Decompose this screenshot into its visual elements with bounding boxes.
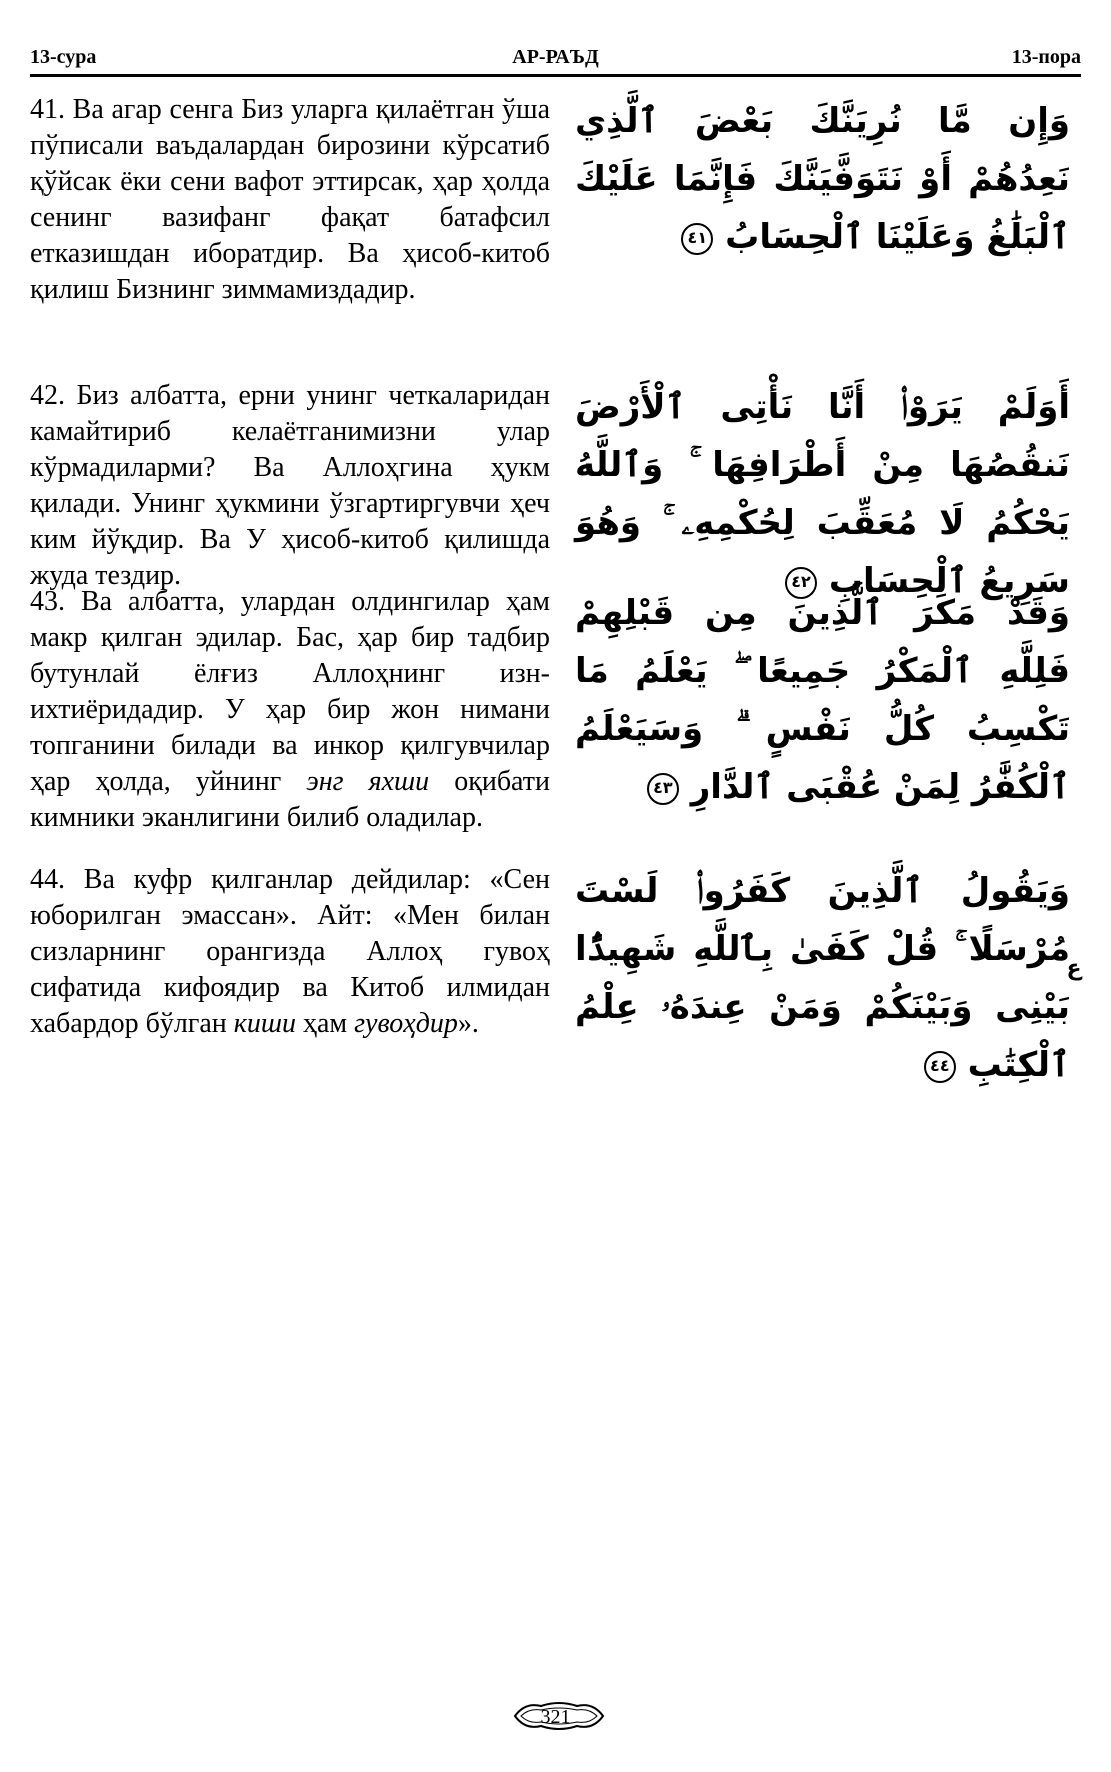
page-number: 321 xyxy=(540,1706,571,1728)
ruku-marker: ع xyxy=(1066,956,1082,981)
verse-arabic xyxy=(575,584,1070,816)
verse-translation xyxy=(30,862,550,1042)
translation-part: 44. Ва куфр қилганлар дейдилар: «Сен юборилган эмассан». Айт: «Мен билан сизларнинг орангизда Аллоҳ гувоҳ сифатида кифоядир ва Китоб илмидан хабардор бўлган xyxy=(30,864,550,1039)
ayah-number-marker: ٤٢ xyxy=(785,567,817,599)
surah-title: АР-РАЪД xyxy=(512,46,599,68)
header-rule xyxy=(30,74,1081,77)
translation-part: ». xyxy=(457,1008,479,1039)
juz-label: 13-пора xyxy=(1011,46,1081,68)
verse-translation xyxy=(30,584,550,836)
verse-arabic xyxy=(575,92,1070,266)
arabic-text: وَيَقُولُ ٱلَّذِينَ كَفَرُوا۟ لَسْتَ مُرْسَلًا ۚ قُلْ كَفَىٰ بِٱللَّهِ شَهِيدًۢا بَيْنِى وَبَيْنَكُمْ وَمَنْ عِندَهُۥ عِلْمُ ٱلْكِتَٰبِ xyxy=(575,871,1070,1085)
ayah-number-marker: ٤١ xyxy=(681,223,713,255)
page-footer xyxy=(0,1704,1111,1731)
surah-label: 13-сура xyxy=(30,46,97,68)
ayah-number-marker: ٤٤ xyxy=(924,1051,956,1083)
page-header xyxy=(30,42,1081,72)
translation-part: 43. Ва албатта, улардан олдингилар ҳам макр қилган эдилар. Бас, ҳар бир тадбир бутунлай ёлғиз Аллоҳнинг изн-ихтиёридадир. У ҳар бир жон нимани топганини билади ва инкор қилгувчилар ҳар ҳолда, уйнинг xyxy=(30,586,550,797)
translation-part: ҳам xyxy=(295,1008,355,1039)
arabic-text: أَوَلَمْ يَرَوْا۟ أَنَّا نَأْتِى ٱلْأَرْضَ نَنقُصُهَا مِنْ أَطْرَافِهَا ۚ وَٱللَّهُ يَحْكُمُ لَا مُعَقِّبَ لِحُكْمِهِۦ ۚ وَهُوَ سَرِيعُ ٱلْحِسَابِ xyxy=(575,387,1070,601)
translation-italic: киши xyxy=(233,1008,296,1039)
page-number-badge xyxy=(511,1704,601,1731)
verse-translation: 42. Биз албатта, ерни унинг четкаларидан камайтириб келаётганимизни улар кўрмадиларми? Ва Аллоҳгина ҳукм қилади. Унинг ҳукмини ўзгартиргувчи ҳеч ким йўқдир. Ва У ҳисоб-китоб қилишда жуда тездир. xyxy=(30,380,550,591)
arabic-text: وَقَدْ مَكَرَ ٱلَّذِينَ مِن قَبْلِهِمْ فَلِلَّهِ ٱلْمَكْرُ جَمِيعًا ۖ يَعْلَمُ مَا تَكْسِبُ كُلُّ نَفْسٍ ۗ وَسَيَعْلَمُ ٱلْكُفَّٰرُ لِمَنْ عُقْبَى ٱلدَّارِ xyxy=(575,593,1070,807)
translation-italic: энг яхши xyxy=(306,766,430,797)
arabic-text: وَإِن مَّا نُرِيَنَّكَ بَعْضَ ٱلَّذِي نَعِدُهُمْ أَوْ نَتَوَفَّيَنَّكَ فَإِنَّمَا عَلَيْكَ ٱلْبَلَٰغُ وَعَلَيْنَا ٱلْحِسَابُ xyxy=(575,101,1070,257)
ayah-number-marker: ٤٣ xyxy=(647,773,679,805)
verse-translation: 41. Ва агар сенга Биз уларга қилаётган ўша пўписали ваъдалардан бирозини кўрсатиб қўйсак ёки сени вафот эттирсак, ҳар ҳолда сенинг вазифанг фақат батафсил етказишдан иборатдир. Ва ҳисоб-китоб қилиш Бизнинг зиммамиздадир. xyxy=(30,94,550,305)
translation-part: оқибати кимники эканлигини билиб оладилар. xyxy=(30,766,550,833)
verse-arabic xyxy=(575,862,1070,1094)
verse-arabic xyxy=(575,378,1070,610)
translation-italic: гувоҳдир xyxy=(354,1008,458,1039)
